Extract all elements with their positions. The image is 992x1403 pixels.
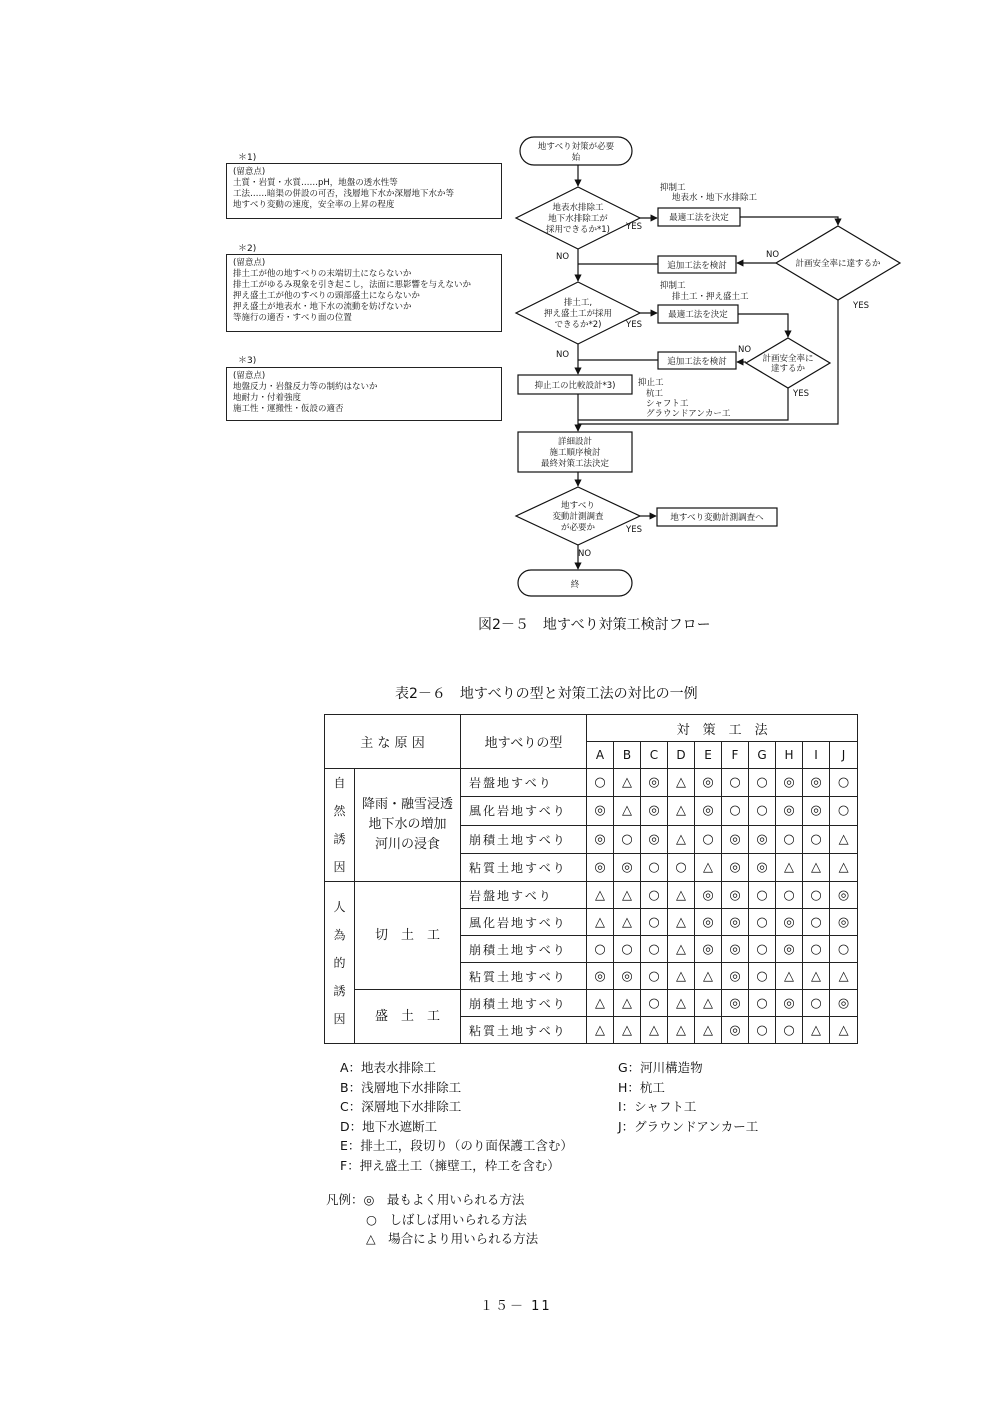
landslide-type: 岩盤地すべり <box>461 882 587 909</box>
method-mark: △ <box>668 909 695 936</box>
method-mark: △ <box>668 769 695 797</box>
method-col-header: F <box>722 742 749 769</box>
method-mark: △ <box>695 1017 722 1044</box>
method-mark: ○ <box>776 825 803 853</box>
legend-right <box>618 1058 758 1136</box>
table-row <box>325 990 858 1017</box>
hanrei-label: 凡例： <box>326 1192 364 1207</box>
cause-category-char: 因 <box>333 1011 346 1026</box>
flow-safety2-text: 計画安全率に <box>762 354 814 364</box>
method-mark: ◎ <box>641 825 668 853</box>
hanrei-item: ◎ 最もよく用いられる方法 <box>363 1192 525 1207</box>
flow-add2-text: 追加工法を検討 <box>667 357 727 367</box>
method-mark: ○ <box>641 963 668 990</box>
flow-d1-text: 地下水排除工が <box>548 214 608 224</box>
flow-yes-label: YES <box>793 389 809 399</box>
method-mark: △ <box>776 853 803 881</box>
method-col-header: C <box>641 742 668 769</box>
note-1-line: 地すべり変動の速度，安全率の上昇の程度 <box>233 200 395 210</box>
method-mark: ○ <box>830 769 858 797</box>
flow-no-label: NO <box>556 252 570 262</box>
method-mark: ◎ <box>803 797 830 825</box>
method-mark: ○ <box>830 797 858 825</box>
landslide-type: 粘質土地すべり <box>461 1017 587 1044</box>
legend-item: C：深層地下水排除工 <box>340 1099 462 1114</box>
method-mark: △ <box>587 990 614 1017</box>
flow-yes-label: YES <box>853 301 869 311</box>
method-mark: △ <box>830 963 858 990</box>
method-col-header: G <box>749 742 776 769</box>
method-mark: ◎ <box>776 769 803 797</box>
method-mark: △ <box>668 882 695 909</box>
landslide-type: 崩積土地すべり <box>461 936 587 963</box>
method-mark: △ <box>587 882 614 909</box>
flow-no-label: NO <box>556 350 570 360</box>
method-mark: ◎ <box>641 797 668 825</box>
cause-category <box>325 882 355 1044</box>
method-mark: △ <box>614 769 641 797</box>
method-mark: △ <box>614 1017 641 1044</box>
method-mark: △ <box>587 1017 614 1044</box>
method-mark: ◎ <box>722 990 749 1017</box>
method-mark: ○ <box>749 882 776 909</box>
method-mark: ◎ <box>695 797 722 825</box>
method-mark: ○ <box>803 936 830 963</box>
flow-group2-label: 抑制工 <box>660 281 686 291</box>
flow-yes-label: YES <box>626 222 642 232</box>
header-main-cause: 主 な 原 因 <box>325 715 461 769</box>
flow-d3-text: 地すべり <box>561 501 595 511</box>
flow-no-label: NO <box>738 345 752 355</box>
legend-item: D：地下水遮断工 <box>340 1118 438 1134</box>
header-landslide-type: 地すべりの型 <box>461 715 587 769</box>
method-col-header: A <box>587 742 614 769</box>
note-2-heading: ＊2) <box>238 244 257 254</box>
cause-reason <box>355 990 461 1044</box>
method-mark: ◎ <box>722 882 749 909</box>
legend-item: I：シャフト工 <box>618 1099 697 1114</box>
cause-reason <box>355 882 461 990</box>
method-mark: ○ <box>749 963 776 990</box>
flow-detail-text: 最終対策工法決定 <box>540 459 610 469</box>
note-3-line: (留意点) <box>233 371 266 381</box>
figure-caption: 図2－５ 地すべり対策工検討フロー <box>478 617 711 633</box>
flow-start-text: 地すべり対策が必要 <box>537 142 615 152</box>
method-mark: ◎ <box>776 909 803 936</box>
method-mark: ◎ <box>776 936 803 963</box>
cause-category-char: 然 <box>333 804 346 818</box>
flow-safety1-text: 計画安全率に達するか <box>795 259 881 269</box>
cause-reason-line: 地下水の増加 <box>368 817 447 832</box>
method-mark: ○ <box>749 1017 776 1044</box>
landslide-method-table <box>324 714 858 1044</box>
header-countermeasures: 対 策 工 法 <box>587 715 858 742</box>
note-3-heading: ＊3) <box>238 356 257 366</box>
method-mark: △ <box>668 1017 695 1044</box>
method-mark: △ <box>695 963 722 990</box>
method-mark: △ <box>830 1017 858 1044</box>
flow-d1-text: 地表水排除工 <box>552 203 604 213</box>
cause-category-char: 為 <box>333 927 346 942</box>
method-mark: ◎ <box>776 797 803 825</box>
landslide-type: 粘質土地すべり <box>461 963 587 990</box>
cause-category-char: 誘 <box>333 832 346 846</box>
note-1-line: 土質・岩質・水質……pH，地盤の透水性等 <box>233 178 398 188</box>
method-mark: ○ <box>641 882 668 909</box>
legend-item: G：河川構造物 <box>618 1060 703 1075</box>
method-mark: △ <box>587 909 614 936</box>
method-mark: ○ <box>641 936 668 963</box>
method-mark: △ <box>668 963 695 990</box>
flow-survey-text: 地すべり変動計測調査へ <box>670 513 764 523</box>
flow-d2-text: 押え盛土工が採用 <box>543 309 613 319</box>
cause-reason-line: 盛 土 工 <box>374 1008 440 1024</box>
legend-item: A：地表水排除工 <box>340 1060 437 1075</box>
method-mark: △ <box>668 936 695 963</box>
flow-add1-text: 追加工法を検討 <box>667 261 727 271</box>
flow-group3-label: 抑止工 <box>638 378 664 388</box>
method-mark: ○ <box>776 1017 803 1044</box>
flow-group3-label: シャフト工 <box>646 399 689 409</box>
method-mark: ◎ <box>830 990 858 1017</box>
method-mark: ◎ <box>695 769 722 797</box>
landslide-type: 岩盤地すべり <box>461 769 587 797</box>
cause-reason-line: 河川の浸食 <box>374 837 440 852</box>
method-mark: ○ <box>668 853 695 881</box>
flow-d2-text: できるか*2) <box>554 320 602 330</box>
method-mark: ◎ <box>695 909 722 936</box>
method-mark: ◎ <box>695 882 722 909</box>
method-mark: △ <box>803 963 830 990</box>
method-mark: ○ <box>641 990 668 1017</box>
method-mark: ○ <box>776 882 803 909</box>
note-3-line: 地耐力・付着強度 <box>233 393 302 403</box>
method-mark: ○ <box>803 882 830 909</box>
flow-group3-label: 杭工 <box>646 389 664 399</box>
method-col-header: D <box>668 742 695 769</box>
flow-best2-text: 最適工法を決定 <box>668 310 728 320</box>
method-mark: ○ <box>749 990 776 1017</box>
flow-no-label: NO <box>766 250 780 260</box>
method-mark: ○ <box>749 769 776 797</box>
method-mark: ◎ <box>749 853 776 881</box>
note-1-line: (留意点) <box>233 167 266 177</box>
method-mark: △ <box>695 990 722 1017</box>
note-1-heading: ＊1) <box>238 153 257 163</box>
method-col-header: H <box>776 742 803 769</box>
method-mark: ◎ <box>587 825 614 853</box>
method-mark: ◎ <box>722 853 749 881</box>
method-mark: ○ <box>803 825 830 853</box>
method-mark: ○ <box>830 936 858 963</box>
cause-category-char: 因 <box>333 860 346 874</box>
cause-reason <box>355 769 461 882</box>
method-mark: △ <box>614 990 641 1017</box>
legend-item: B：浅層地下水排除工 <box>340 1079 462 1095</box>
method-mark: △ <box>614 909 641 936</box>
method-mark: ◎ <box>695 936 722 963</box>
flow-best1-text: 最適工法を決定 <box>669 213 729 223</box>
table-row <box>325 769 858 797</box>
method-mark: ◎ <box>722 1017 749 1044</box>
method-mark: ◎ <box>587 853 614 881</box>
note-1-line: 工法……暗渠の併設の可否，浅層地下水か深層地下水か等 <box>233 189 455 199</box>
flow-group1-label: 抑制工 <box>660 183 686 193</box>
note-2-line: (留意点) <box>233 258 266 268</box>
flow-group1-label: 地表水・地下水排除工 <box>672 193 758 203</box>
method-mark: △ <box>776 963 803 990</box>
method-mark: △ <box>614 882 641 909</box>
legend-item: H：杭工 <box>618 1079 665 1095</box>
method-mark: △ <box>668 990 695 1017</box>
flow-group2-label: 排土工・押え盛土工 <box>672 292 749 302</box>
method-mark: ◎ <box>722 963 749 990</box>
method-mark: △ <box>830 825 858 853</box>
method-mark: ○ <box>722 797 749 825</box>
method-mark: ◎ <box>641 769 668 797</box>
flow-safety2-text: 達するか <box>770 364 806 374</box>
flow-compare-text: 抑止工の比較設計*3) <box>534 381 616 391</box>
legend-item: E：排土工，段切り（のり面保護工含む） <box>340 1138 573 1153</box>
note-2-line: 等施行の適否・すべり面の位置 <box>233 313 352 323</box>
method-mark: ○ <box>614 825 641 853</box>
method-mark: ◎ <box>830 909 858 936</box>
flow-detail-text: 詳細設計 <box>557 437 593 447</box>
page-number: １５－ 11 <box>480 1299 552 1314</box>
method-mark: △ <box>641 1017 668 1044</box>
flow-group3-label: グラウンドアンカー工 <box>646 409 731 419</box>
flow-detail-text: 施工順序検討 <box>549 448 601 458</box>
flow-end-text: 終 <box>570 580 580 590</box>
method-mark: ◎ <box>614 963 641 990</box>
method-mark: ◎ <box>803 769 830 797</box>
landslide-type: 崩積土地すべり <box>461 825 587 853</box>
legend-item: J：グラウンドアンカー工 <box>618 1118 759 1134</box>
cause-category-char: 自 <box>333 776 346 790</box>
method-mark: ○ <box>722 769 749 797</box>
method-mark: ◎ <box>614 853 641 881</box>
method-mark: ○ <box>587 936 614 963</box>
landslide-type: 風化岩地すべり <box>461 797 587 825</box>
cause-category-char: 人 <box>333 899 346 914</box>
method-mark: ○ <box>749 909 776 936</box>
method-mark: ○ <box>641 909 668 936</box>
method-mark: ○ <box>587 769 614 797</box>
method-col-header: E <box>695 742 722 769</box>
method-mark: ○ <box>749 797 776 825</box>
cause-reason-line: 切 土 工 <box>374 927 440 943</box>
landslide-type: 風化岩地すべり <box>461 909 587 936</box>
note-2-line: 排土工が他の地すべりの末端切土にならないか <box>233 269 412 279</box>
method-col-header: I <box>803 742 830 769</box>
table-row <box>325 882 858 909</box>
method-mark: ○ <box>614 936 641 963</box>
flowchart <box>0 0 992 610</box>
legend-item: F：押え盛土工（擁壁工，枠工を含む） <box>340 1157 560 1173</box>
method-mark: ○ <box>641 853 668 881</box>
method-mark: ◎ <box>830 882 858 909</box>
landslide-type: 崩積土地すべり <box>461 990 587 1017</box>
method-mark: ◎ <box>587 963 614 990</box>
method-mark: △ <box>614 797 641 825</box>
method-mark: △ <box>668 797 695 825</box>
method-mark: △ <box>695 853 722 881</box>
flow-yes-label: YES <box>626 320 642 330</box>
flow-d3-text: 変動計測調査 <box>552 512 604 522</box>
table-caption: 表2－６ 地すべりの型と対策工法の対比の一例 <box>395 686 698 702</box>
flow-yes-label: YES <box>626 525 642 535</box>
method-mark: △ <box>668 825 695 853</box>
note-3-line: 施工性・運搬性・仮設の適否 <box>233 404 344 414</box>
flow-start-text: 始 <box>571 153 581 163</box>
hanrei <box>326 1190 538 1249</box>
method-col-header: B <box>614 742 641 769</box>
method-mark: ◎ <box>587 797 614 825</box>
flow-d3-text: が必要か <box>560 523 596 533</box>
method-mark: ○ <box>803 909 830 936</box>
note-2-line: 押え盛土が地表水・地下水の流動を妨げないか <box>233 302 412 312</box>
cause-reason-line: 降雨・融雪浸透 <box>361 797 453 812</box>
method-mark: ◎ <box>749 825 776 853</box>
method-mark: △ <box>803 853 830 881</box>
method-mark: ◎ <box>776 990 803 1017</box>
flow-arrow <box>740 217 838 225</box>
method-mark: ○ <box>803 990 830 1017</box>
cause-category-char: 的 <box>333 955 346 970</box>
hanrei-item: ○ しばしば用いられる方法 <box>366 1211 527 1227</box>
note-3-line: 地盤反力・岩盤反力等の制約はないか <box>233 382 378 392</box>
method-mark: △ <box>803 1017 830 1044</box>
flow-arrow <box>738 314 788 337</box>
note-2-line: 押え盛土工が他のすべりの頭部盛土にならないか <box>233 291 420 301</box>
method-col-header: J <box>830 742 858 769</box>
cause-category-char: 誘 <box>333 983 346 998</box>
flow-d2-text: 排土工, <box>563 298 593 308</box>
method-mark: △ <box>830 853 858 881</box>
hanrei-item: △ 場合により用いられる方法 <box>366 1231 539 1246</box>
legend-left <box>340 1058 573 1175</box>
method-mark: ○ <box>695 825 722 853</box>
flow-d1-text: 採用できるか*1) <box>546 225 610 235</box>
note-2-line: 排土工がゆるみ現象を引き起こし，法面に悪影響を与えないか <box>233 280 472 290</box>
method-mark: ◎ <box>722 825 749 853</box>
method-mark: ◎ <box>722 936 749 963</box>
method-mark: ◎ <box>722 909 749 936</box>
flow-no-label: NO <box>578 549 592 559</box>
cause-category <box>325 769 355 882</box>
method-mark: ○ <box>749 936 776 963</box>
landslide-type: 粘質土地すべり <box>461 853 587 881</box>
